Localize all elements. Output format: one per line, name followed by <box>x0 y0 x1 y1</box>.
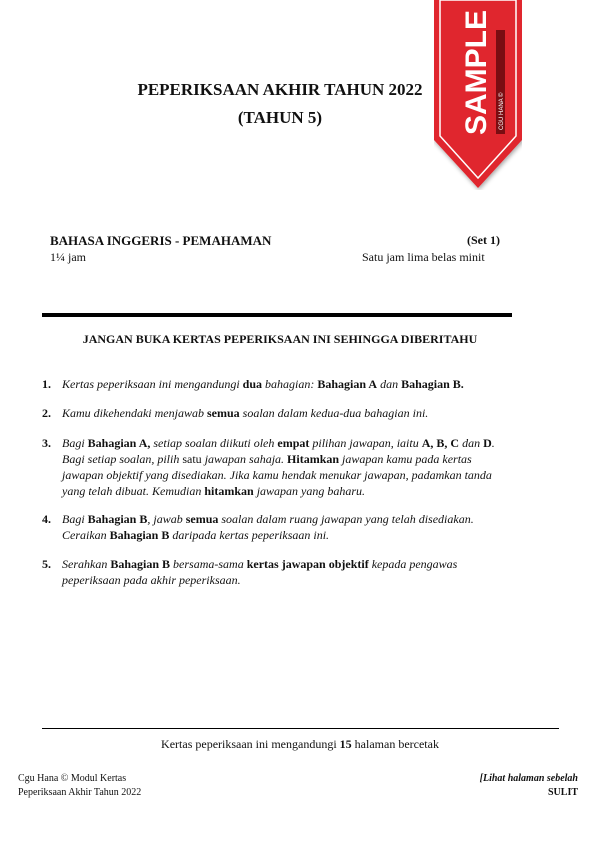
instruction-item <box>42 511 512 543</box>
instruction-text-part: dan <box>377 377 402 391</box>
footer-left <box>18 772 141 800</box>
instruction-number: 3. <box>42 436 51 450</box>
instruction-item <box>42 435 512 499</box>
instruction-text-part: soalan dalam ruang jawapan yang telah disediakan. Ceraikan <box>62 512 474 542</box>
instruction-text-part: Bagi <box>62 436 88 450</box>
instruction-text-part: kepada pengawas peperiksaan pada akhir peperiksaan. <box>62 557 458 587</box>
instruction-text-part: dan <box>459 436 484 450</box>
instruction-text-part: Kamu dikehendaki menjawab <box>62 406 207 420</box>
ribbon-small-label: CGU HANA © <box>499 92 505 130</box>
do-not-open-warning: JANGAN BUKA KERTAS PEPERIKSAAN INI SEHINGGA DIBERITAHU <box>82 332 478 346</box>
instruction-text <box>62 376 512 392</box>
paper-set: (Set 1) <box>467 233 500 247</box>
ribbon-label: SAMPLE <box>460 9 493 135</box>
instruction-text-part: Bahagian B. <box>401 377 464 391</box>
instruction-text-part: jawapan kamu pada kertas jawapan objektif yang disediakan. Jika kamu hendak menukar jawapan, padamkan tanda yang telah dibuat. Kemudian <box>62 452 492 498</box>
instruction-item <box>42 556 512 588</box>
instruction-text-part: A, B, C <box>421 436 460 450</box>
instruction-text <box>62 405 512 421</box>
instruction-number: 2. <box>42 406 51 420</box>
instruction-text-part: soalan dalam kedua-dua bahagian ini. <box>239 406 429 420</box>
exam-year-level: (TAHUN 5) <box>237 108 323 127</box>
instruction-text-part: setiap soalan diikuti oleh <box>150 436 278 450</box>
footer-next-page: [Lihat halaman sebelah <box>479 773 578 784</box>
instruction-text-part: bahagian: <box>262 377 318 391</box>
instruction-number: 1. <box>42 377 51 391</box>
paper-duration-words: Satu jam lima belas minit <box>362 250 485 264</box>
page-count-before: Kertas peperiksaan ini mengandungi <box>161 737 340 751</box>
instruction-text-part: Bahagian B <box>109 528 170 542</box>
instruction-text-part: Kertas peperiksaan ini mengandungi <box>62 377 243 391</box>
page-count: 15 <box>339 737 352 751</box>
instruction-text-part: semua <box>206 406 240 420</box>
exam-title: PEPERIKSAAN AKHIR TAHUN 2022 <box>137 80 423 99</box>
instruction-text-part: jawapan yang baharu. <box>253 484 366 498</box>
footer-classification: SULIT <box>547 787 578 798</box>
instruction-text-part: Serahkan <box>62 557 111 571</box>
footer-module: Peperiksaan Akhir Tahun 2022 <box>18 787 142 798</box>
instruction-text-part: , jawab <box>147 512 186 526</box>
paper-duration: 1¼ jam <box>50 250 86 264</box>
instruction-item <box>42 405 512 421</box>
footer-rule <box>42 728 559 729</box>
instruction-item <box>42 376 512 392</box>
instruction-text-part: pilihan jawapan, iaitu <box>309 436 422 450</box>
sample-ribbon <box>434 0 522 190</box>
instruction-text-part: . Bagi setiap soalan, pilih <box>62 436 495 466</box>
instruction-text-part: empat <box>277 436 310 450</box>
instruction-text-part: daripada kertas peperiksaan ini. <box>169 528 330 542</box>
footer-copyright: Cgu Hana © Modul Kertas <box>18 773 127 784</box>
instruction-text-part: semua <box>185 512 219 526</box>
instruction-number: 4. <box>42 512 51 526</box>
instruction-text-part: Bagi <box>62 512 88 526</box>
divider-bar <box>42 313 512 317</box>
footer-right <box>480 772 578 800</box>
instruction-text-part: Bahagian B <box>110 557 171 571</box>
paper-subject: BAHASA INGGERIS - PEMAHAMAN <box>50 233 272 248</box>
instruction-text-part: Hitamkan <box>287 452 340 466</box>
instruction-number: 5. <box>42 557 51 571</box>
instruction-text-part: dua <box>242 377 263 391</box>
instruction-text <box>62 435 512 499</box>
page-count-after: halaman bercetak <box>351 737 439 751</box>
instruction-text-part: hitamkan <box>204 484 254 498</box>
instruction-text <box>62 556 512 588</box>
instruction-text-part: D <box>483 436 492 450</box>
instruction-text <box>62 511 512 543</box>
instruction-text-part: Bahagian B <box>87 512 148 526</box>
instruction-text-part: kertas jawapan objektif <box>246 557 369 571</box>
page-count-note <box>0 737 600 752</box>
instruction-text-part: jawapan sahaja. <box>201 452 288 466</box>
instruction-text-part: satu <box>182 452 202 466</box>
instruction-text-part: Bahagian A <box>317 377 378 391</box>
instruction-text-part: bersama-sama <box>170 557 247 571</box>
instruction-text-part: Bahagian A, <box>87 436 151 450</box>
